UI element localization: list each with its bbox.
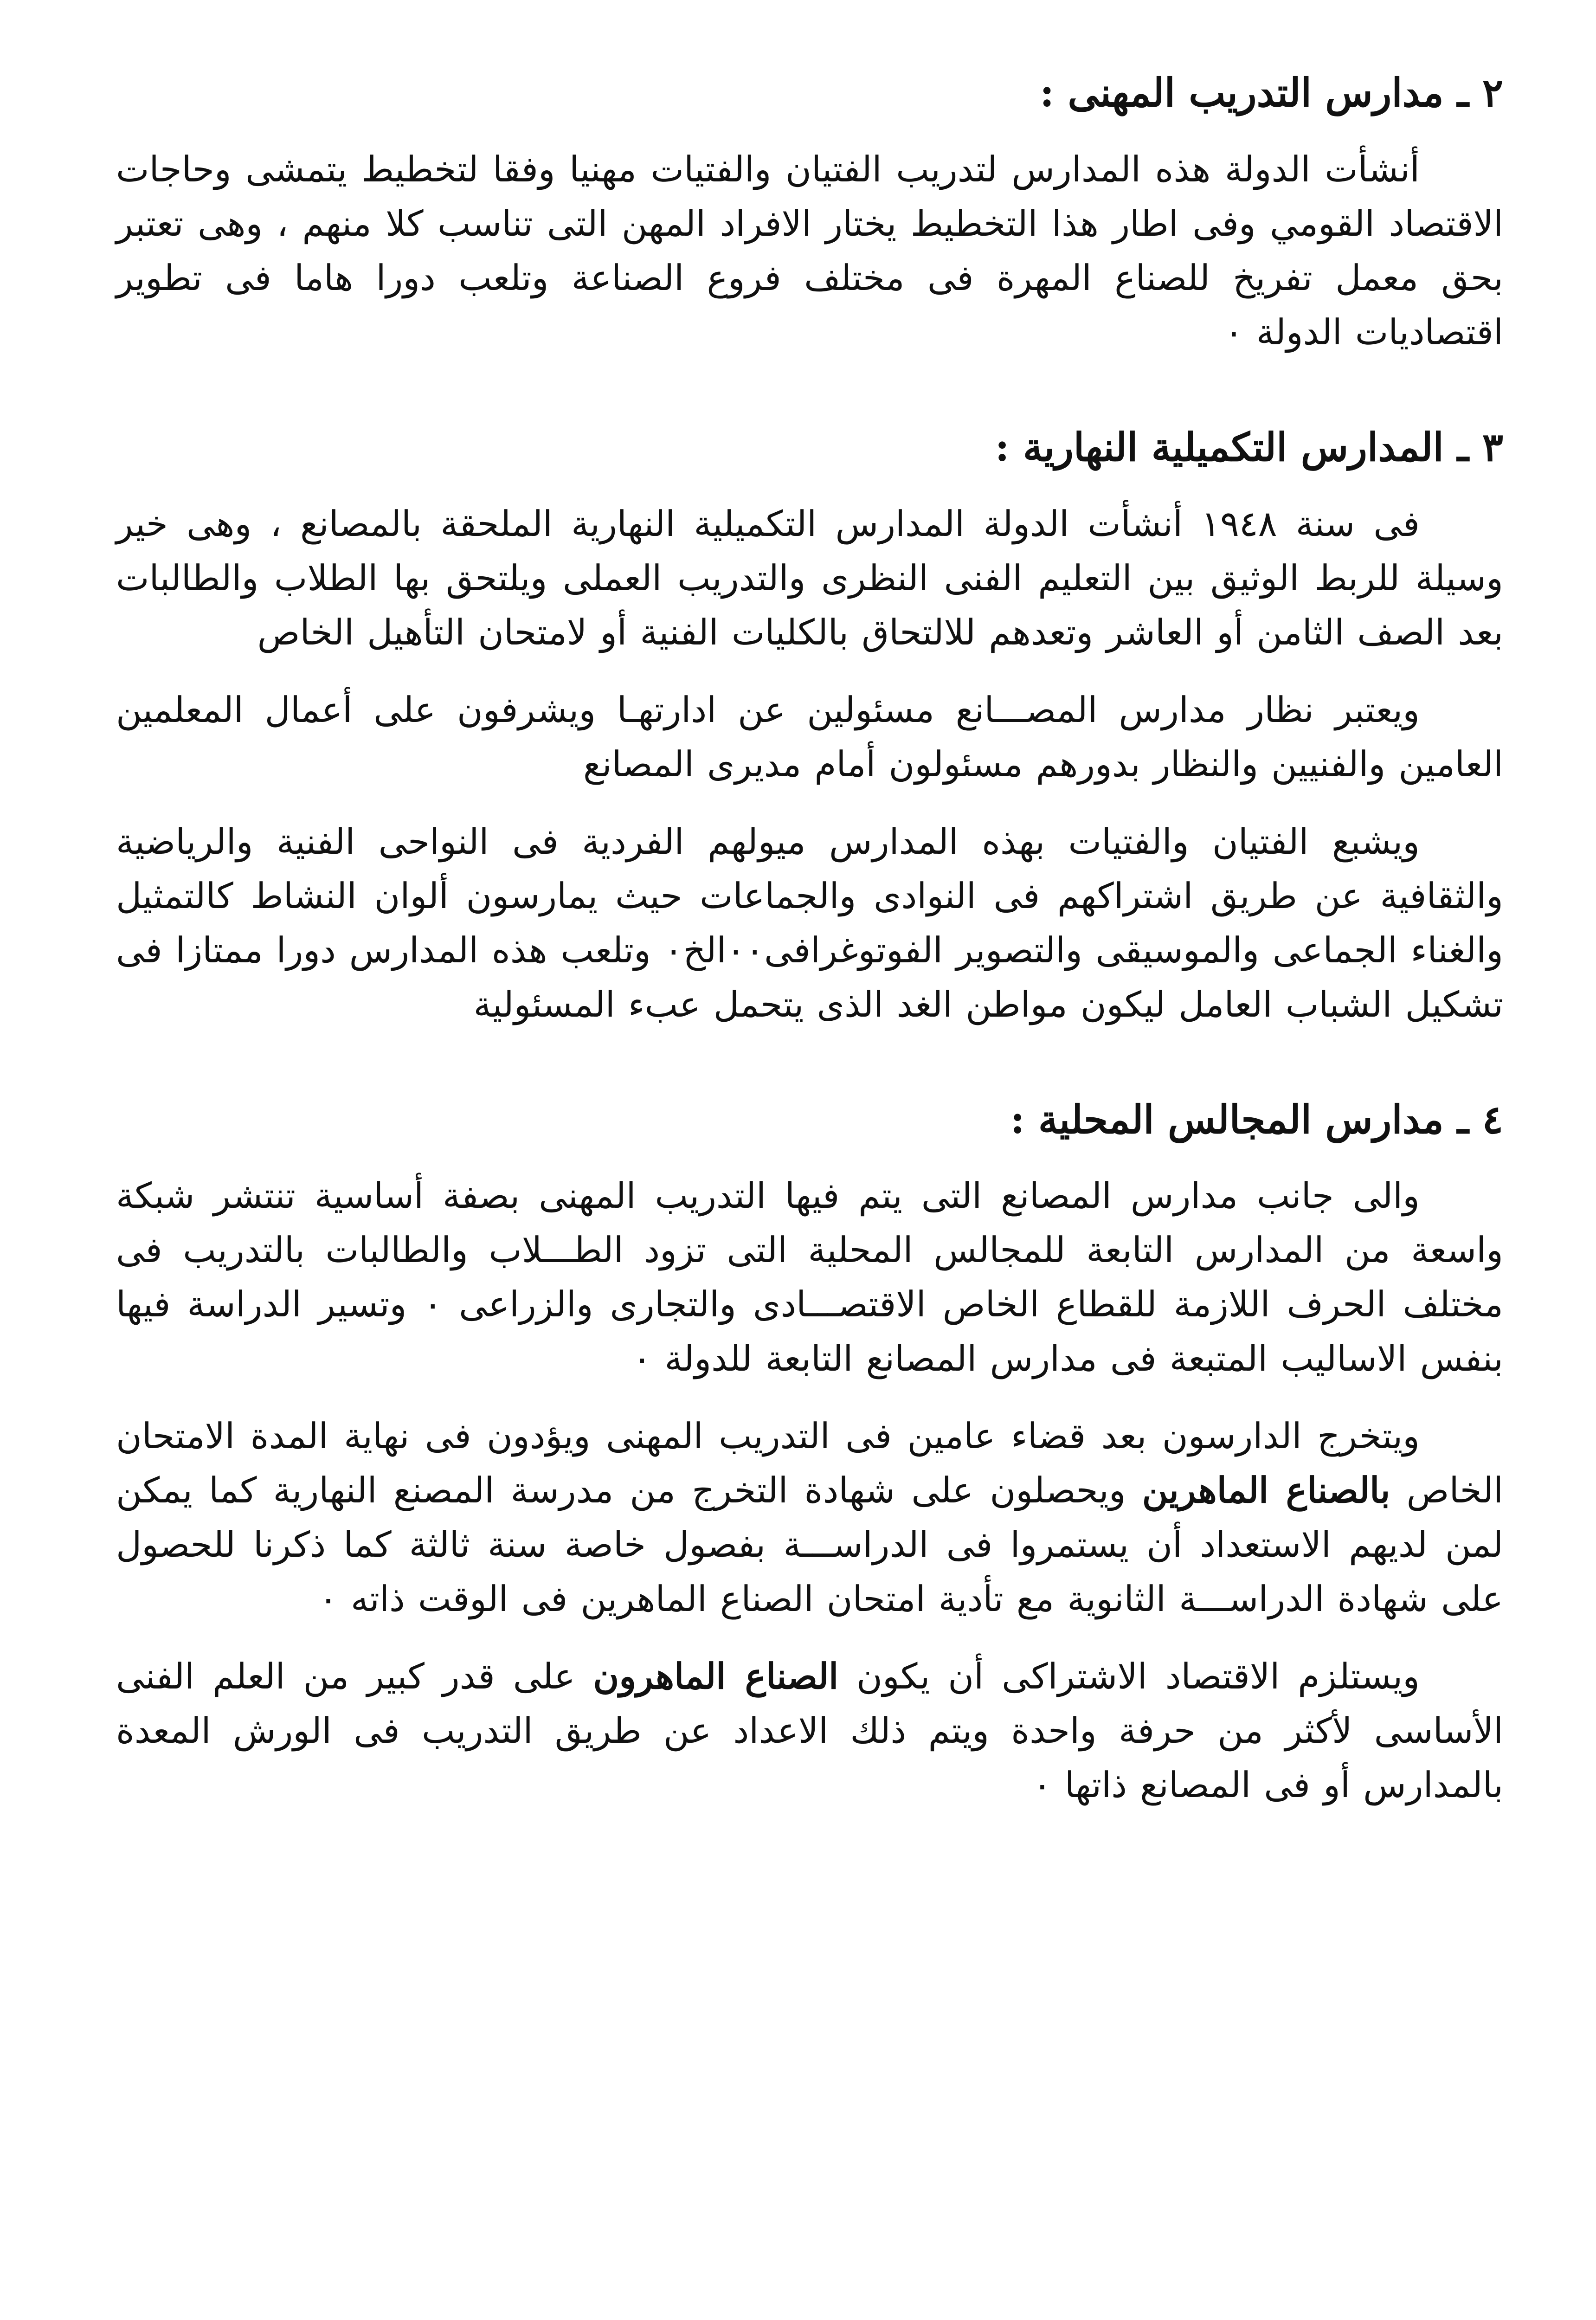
document-page bbox=[116, 51, 1503, 2320]
paragraph-local-council-schools-3 bbox=[116, 1649, 1503, 1812]
paragraph-vocational-schools: أنشأت الدولة هذه المدارس لتدريب الفتيان والفتيات مهنيا وفقا لتخطيط يتمشى وحاجات الاقتصاد القومي وفى اطار هذا التخطيط يختار الافراد المهن التى تناسب كلا منهم ، وهى تعتبر بحق معمل تفريخ للصناع المهرة فى مختلف فروع الصناعة وتلعب دورا هاما فى تطوير اقتصاديات الدولة ٠ bbox=[116, 148, 1503, 353]
paragraph-text: ويستلزم الاقتصاد الاشتراكى أن يكون bbox=[838, 1656, 1420, 1697]
paragraph-daytime-schools-2: ويعتبر نظار مدارس المصـــانع مسئولين عن ادارتهـا ويشرفون على أعمال المعلمين العامين والفنيين والنظار بدورهم مسئولون أمام مديرى المصانع bbox=[116, 689, 1503, 785]
section-heading-daytime-schools: ٣ ـ المدارس التكميلية النهارية : bbox=[995, 424, 1503, 470]
bold-term-skilled-workers: بالصناع الماهرين bbox=[1142, 1469, 1390, 1511]
paragraph-text: ويحصلون على شهادة التخرج من مدرسة المصنع النهارية كما يمكن لمن لديهم الاستعداد أن يستمروا فى الدراســـة بفصول خاصة سنة ثالثة كما ذكرنا للحصول على شهادة الدراســـة الثانوية مع تأدية امتحان الصناع الماهرين فى الوقت ذاته ٠ bbox=[116, 1469, 1503, 1620]
paragraph-daytime-schools-1: فى سنة ١٩٤٨ أنشأت الدولة المدارس التكميلية النهارية الملحقة بالمصانع ، وهى خير وسيلة للربط الوثيق بين التعليم الفنى النظرى والتدريب العملى ويلتحق بها الطلاب والطالبات بعد الصف الثامن أو العاشر وتعدهم للالتحاق بالكليات الفنية أو لامتحان التأهيل الخاص bbox=[116, 503, 1503, 653]
paragraph-text: على قدر كبير من العلم الفنى الأساسى لأكثر من حرفة واحدة ويتم ذلك الاعداد عن طريق التدريب فى الورش المعدة بالمدارس أو فى المصانع ذاتها ٠ bbox=[116, 1656, 1503, 1806]
paragraph-local-council-schools-1: والى جانب مدارس المصانع التى يتم فيها التدريب المهنى بصفة أساسية تنتشر شبكة واسعة من المدارس التابعة للمجالس المحلية التى تزود الطـــلاب والطالبات بالتدريب فى مختلف الحرف اللازمة للقطاع الخاص الاقتصـــادى والتجارى والزراعى ٠ وتسير الدراسة فيها بنفس الاساليب المتبعة فى مدارس المصانع التابعة للدولة ٠ bbox=[116, 1175, 1503, 1379]
section-heading-vocational-schools: ٢ ـ مدارس التدريب المهنى : bbox=[1040, 70, 1503, 116]
section-heading-local-council-schools: ٤ ـ مدارس المجالس المحلية : bbox=[1010, 1096, 1503, 1142]
paragraph-text: ويتخرج الدارسون بعد قضاء عامين فى التدريب المهنى ويؤدون فى نهاية المدة الامتحان الخاص bbox=[116, 1415, 1503, 1511]
paragraph-local-council-schools-2 bbox=[116, 1409, 1503, 1626]
bold-term-skilled-workers: الصناع الماهرون bbox=[593, 1656, 839, 1697]
paragraph-daytime-schools-3: ويشبع الفتيان والفتيات بهذه المدارس ميولهم الفردية فى النواحى الفنية والرياضية والثقافية عن طريق اشتراكهم فى النوادى والجماعات حيث يمارسون ألوان النشاط كالتمثيل والغناء الجماعى والموسيقى والتصوير الفوتوغرافى٠٠الخ٠ وتلعب هذه المدارس دورا ممتازا فى تشكيل الشباب العامل ليكون مواطن الغد الذى يتحمل عبء المسئولية bbox=[116, 820, 1504, 1025]
